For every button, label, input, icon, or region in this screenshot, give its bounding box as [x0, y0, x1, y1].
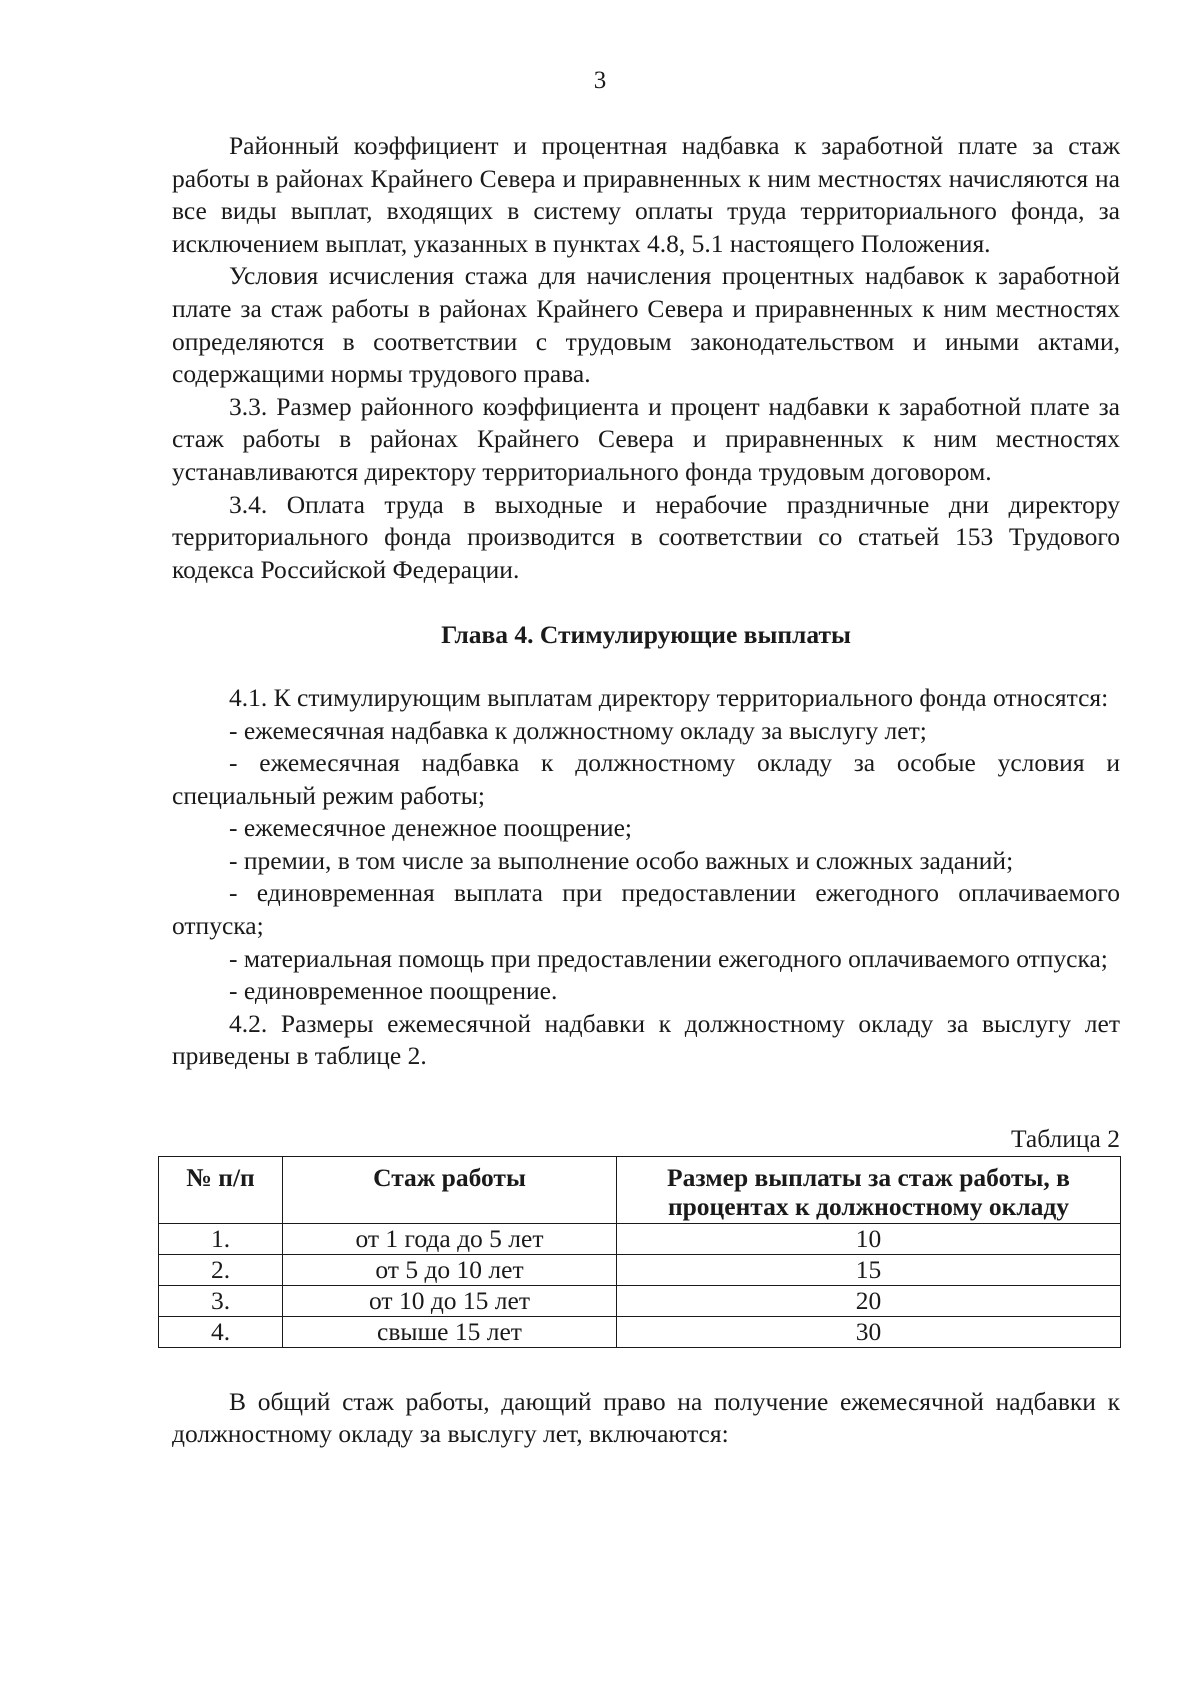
table-header-number: № п/п	[159, 1156, 283, 1223]
paragraph-3-4: 3.4. Оплата труда в выходные и нерабочие праздничные дни директору территориального фонда производится в соответствии со статьей 153 Трудового кодекса Российской Федерации.	[172, 489, 1120, 584]
table-row	[159, 1285, 1121, 1316]
list-item: - единовременное поощрение.	[229, 976, 558, 1006]
paragraph-seniority-conditions: Условия исчисления стажа для начисления процентных надбавок к заработной плате за стаж работы в районах Крайнего Севера и приравненных к ним местностях определяются в соответствии с трудовым законодательством и иными актами, содержащими нормы трудового права.	[172, 261, 1120, 389]
table-cell-percent: 30	[617, 1316, 1121, 1347]
table-row	[159, 1223, 1121, 1254]
table-row	[159, 1254, 1121, 1285]
seniority-table	[158, 1156, 1121, 1348]
table-cell-percent: 10	[617, 1223, 1121, 1254]
paragraph-4-2: 4.2. Размеры ежемесячной надбавки к должностному окладу за выслугу лет приведены в таблице 2.	[172, 1008, 1120, 1071]
table-cell-number: 4.	[159, 1316, 283, 1347]
table-cell-number: 3.	[159, 1285, 283, 1316]
page-number: 3	[593, 67, 607, 94]
table-cell-seniority: от 10 до 15 лет	[283, 1285, 617, 1316]
paragraph-3-3: 3.3. Размер районного коэффициента и процент надбавки к заработной плате за стаж работы в районах Крайнего Севера и приравненных к ним местностях устанавливаются директору территориального фонда трудовым договором.	[172, 391, 1120, 486]
paragraph-4-1: 4.1. К стимулирующим выплатам директору территориального фонда относятся:	[229, 682, 1109, 712]
paragraph-closing: В общий стаж работы, дающий право на получение ежемесячной надбавки к должностному окладу за выслугу лет, включаются:	[172, 1386, 1120, 1449]
table-cell-percent: 15	[617, 1254, 1121, 1285]
document-body	[172, 130, 1120, 1451]
chapter-heading: Глава 4. Стимулирующие выплаты	[441, 620, 851, 650]
table-cell-seniority: свыше 15 лет	[283, 1316, 617, 1347]
table-caption: Таблица 2	[1010, 1124, 1120, 1154]
table-cell-number: 1.	[159, 1223, 283, 1254]
list-item: - единовременная выплата при предоставлении ежегодного оплачиваемого отпуска;	[172, 878, 1120, 941]
table-cell-number: 2.	[159, 1254, 283, 1285]
table-header-payment-size: Размер выплаты за стаж работы, в процентах к должностному окладу	[617, 1156, 1121, 1223]
list-item: - премии, в том числе за выполнение особо важных и сложных заданий;	[229, 845, 1014, 875]
list-item: - материальная помощь при предоставлении ежегодного оплачиваемого отпуска;	[229, 943, 1108, 973]
table-header-seniority: Стаж работы	[283, 1156, 617, 1223]
list-item: - ежемесячная надбавка к должностному окладу за особые условия и специальный режим работы;	[172, 748, 1120, 810]
table-cell-percent: 20	[617, 1285, 1121, 1316]
list-item: - ежемесячная надбавка к должностному окладу за выслугу лет;	[229, 715, 927, 745]
table-cell-seniority: от 5 до 10 лет	[283, 1254, 617, 1285]
table-cell-seniority: от 1 года до 5 лет	[283, 1223, 617, 1254]
table-row	[159, 1316, 1121, 1347]
paragraph-regional-coefficient: Районный коэффициент и процентная надбавка к заработной плате за стаж работы в районах Крайнего Севера и приравненных к ним местностях начисляются на все виды выплат, входящих в систему оплаты труда территориального фонда, за исключением выплат, указанных в пунктах 4.8, 5.1 настоящего Положения.	[172, 131, 1120, 258]
table-header-row	[159, 1156, 1121, 1223]
list-item: - ежемесячное денежное поощрение;	[229, 813, 632, 843]
